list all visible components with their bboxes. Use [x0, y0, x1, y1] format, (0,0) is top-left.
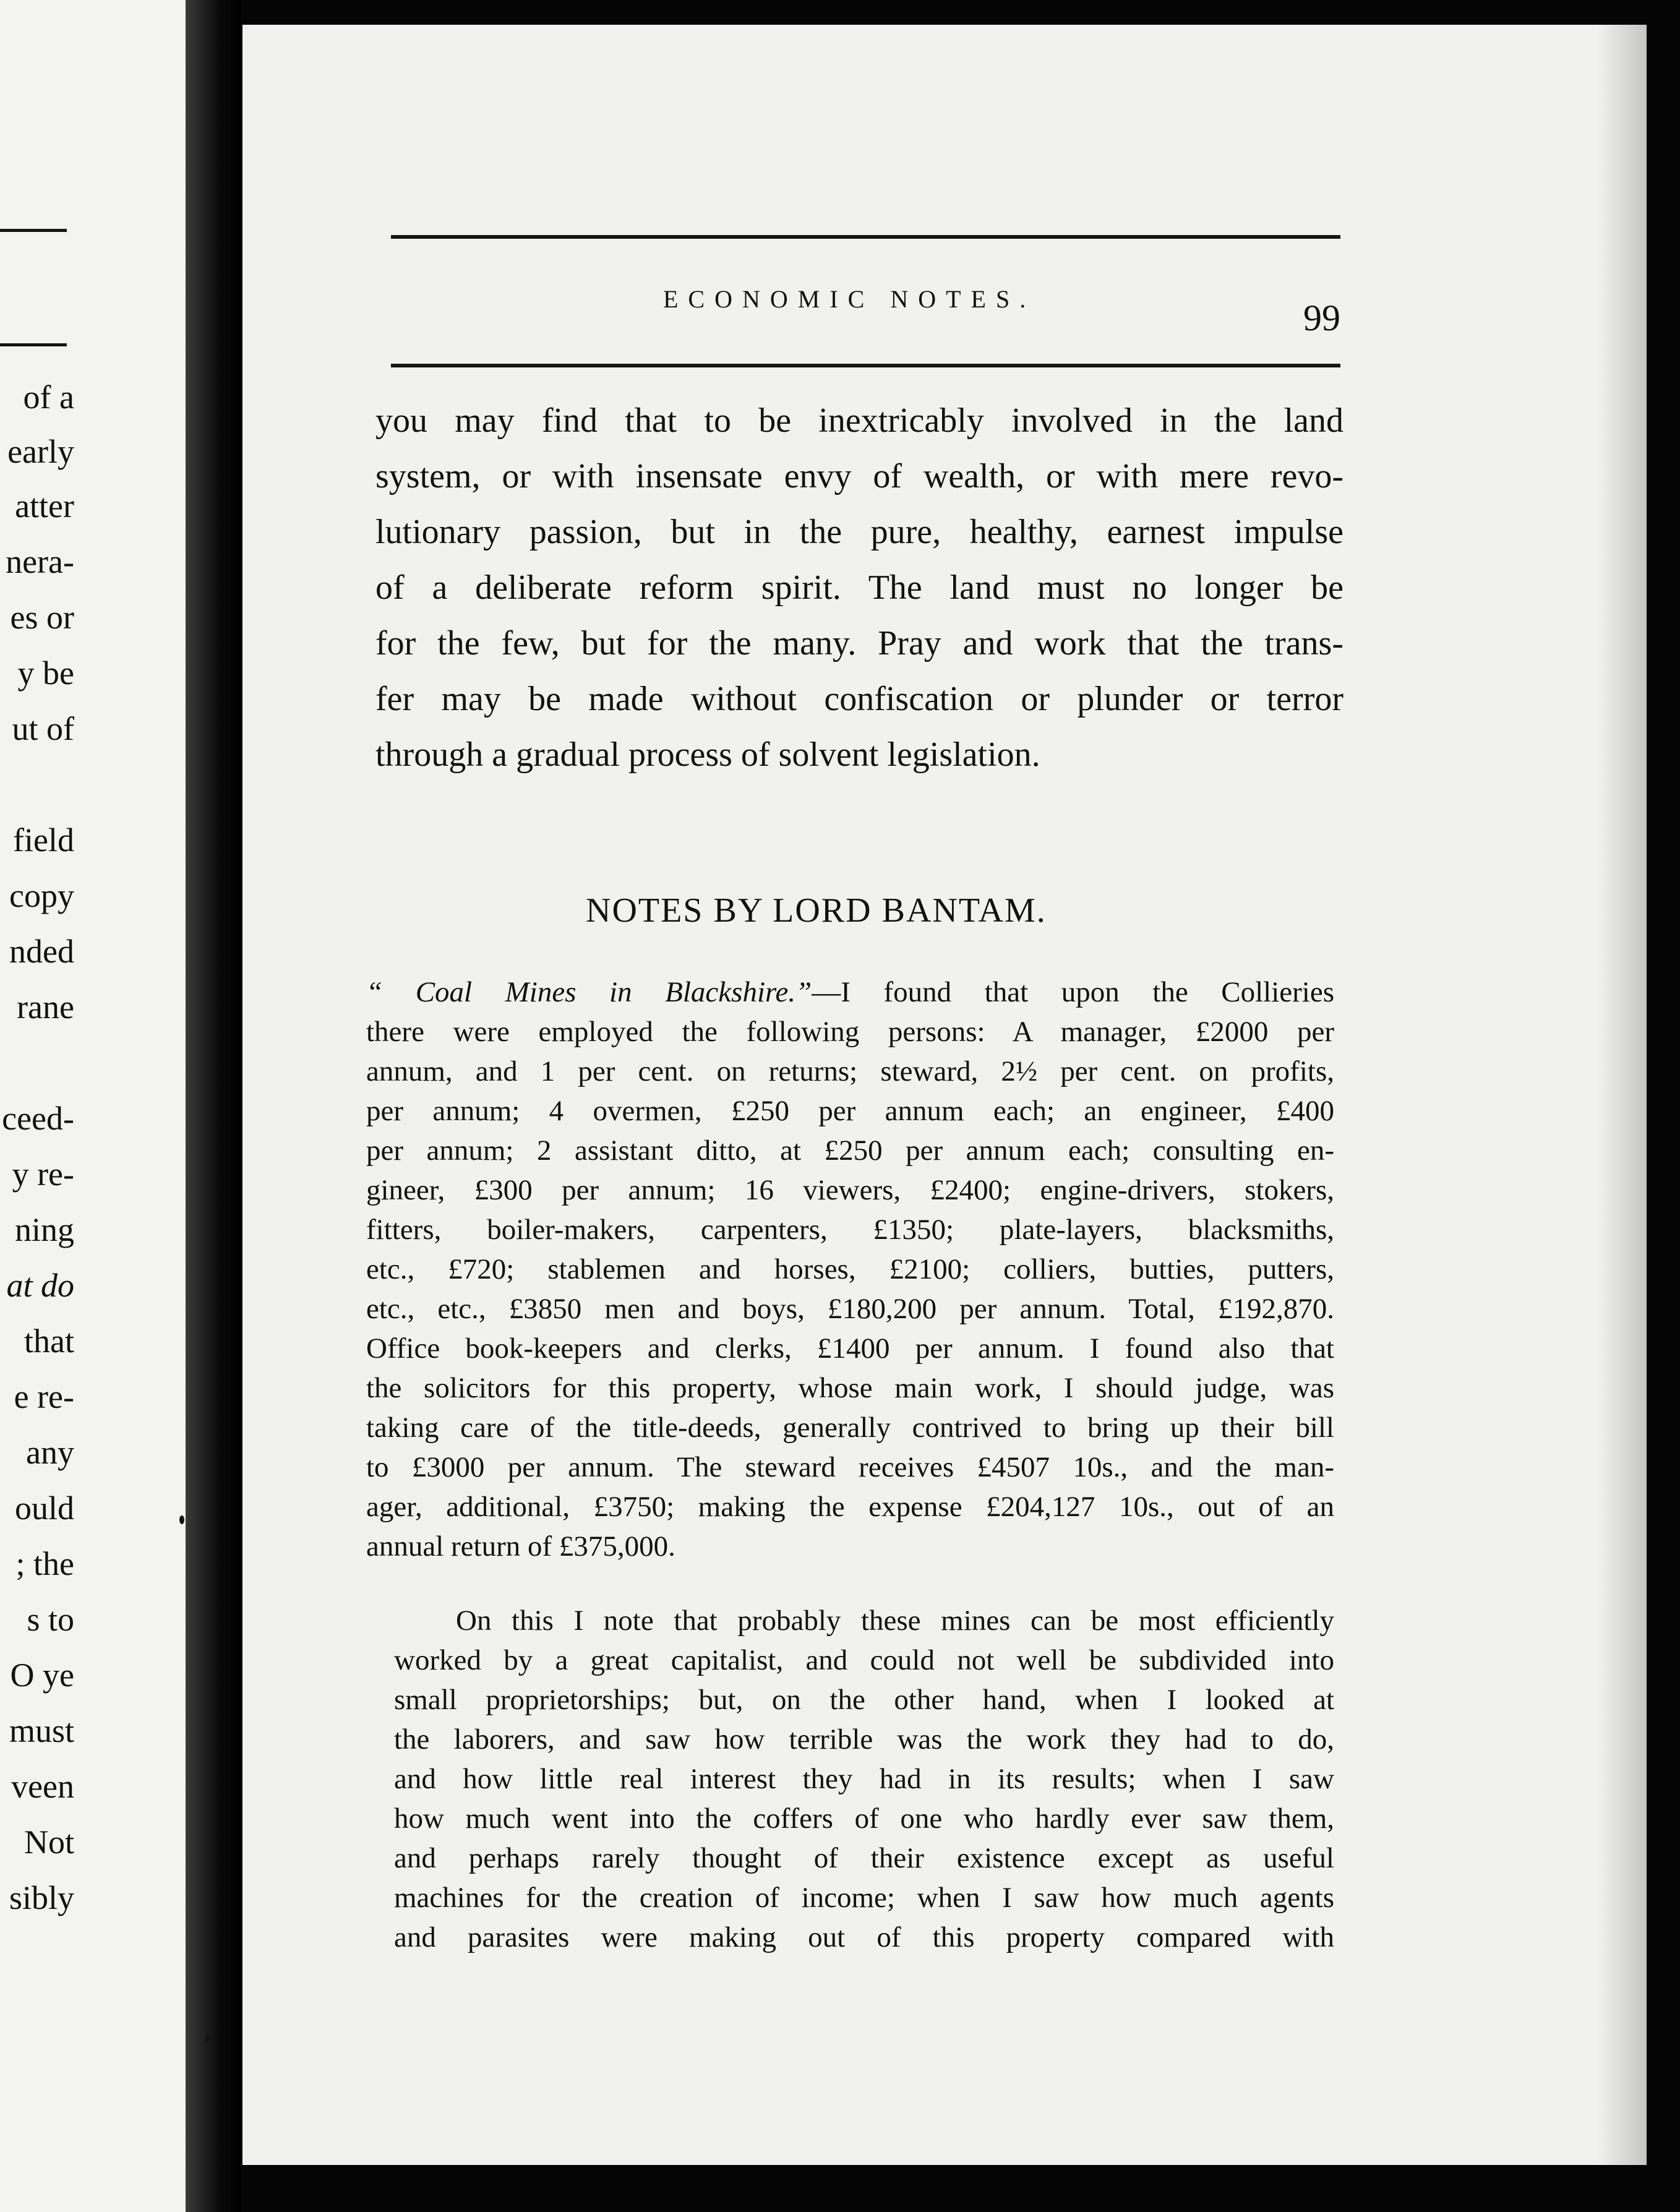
notes-paragraph-line: per annum; 2 assistant ditto, at £250 per annum each; consulting en-	[366, 1134, 1334, 1167]
closing-paragraph-line: and how little real interest they had in its results; when I saw	[394, 1763, 1334, 1795]
left-line-fragment: s to	[27, 1601, 74, 1638]
scan-speck	[205, 2035, 209, 2041]
left-line-fragment: y be	[17, 654, 74, 692]
notes-paragraph-line: to £3000 per annum. The steward receives £4507 10s., and the man-	[366, 1451, 1334, 1483]
left-line-fragment: early	[7, 433, 74, 470]
left-line-fragment: ut of	[12, 710, 74, 747]
left-line-fragment: Not	[24, 1824, 74, 1861]
left-line-fragment: at do	[6, 1267, 74, 1304]
closing-paragraph-line: the laborers, and saw how terrible was the work they had to do,	[394, 1723, 1334, 1755]
left-page-rule-top	[0, 229, 67, 232]
left-line-fragment: e re-	[14, 1378, 74, 1415]
opening-paragraph-line: for the few, but for the many. Pray and work that the trans-	[375, 624, 1344, 662]
running-head: ECONOMIC NOTES.	[663, 285, 1036, 313]
notes-paragraph-line: ager, additional, £3750; making the expense £204,127 10s., out of an	[366, 1491, 1334, 1523]
closing-paragraph-line: worked by a great capitalist, and could not well be subdivided into	[394, 1644, 1334, 1676]
notes-paragraph-text: —I found that upon the Collieries	[812, 976, 1334, 1008]
left-line-fragment: ; the	[15, 1545, 74, 1582]
opening-paragraph-line: lutionary passion, but in the pure, healthy, earnest impulse	[375, 513, 1344, 551]
left-line-fragment: O ye	[10, 1657, 74, 1694]
closing-paragraph-line: and perhaps rarely thought of their existence except as useful	[394, 1842, 1334, 1874]
notes-paragraph-line: Office book-keepers and clerks, £1400 per annum. I found also that	[366, 1332, 1334, 1365]
notes-paragraph-line: taking care of the title-deeds, generally contrived to bring up their bill	[366, 1412, 1334, 1444]
left-line-fragment: of a	[23, 379, 74, 416]
notes-paragraph-first-line	[366, 972, 1334, 1012]
left-line-fragment: rane	[17, 988, 74, 1026]
book-page	[242, 25, 1647, 2165]
opening-paragraph-line: you may find that to be inextricably involved in the land	[375, 401, 1344, 440]
left-line-fragment: any	[26, 1434, 74, 1471]
left-line-fragment: that	[24, 1322, 74, 1360]
left-line-fragment: y re-	[12, 1155, 74, 1193]
left-facing-page	[0, 0, 186, 2212]
notes-paragraph-line: fitters, boiler-makers, carpenters, £1350; plate-layers, blacksmiths,	[366, 1214, 1334, 1246]
notes-paragraph-line: the solicitors for this property, whose main work, I should judge, was	[366, 1372, 1334, 1404]
book-gutter	[186, 0, 241, 2212]
closing-paragraph-line: how much went into the coffers of one who hardly ever saw them,	[394, 1803, 1334, 1835]
left-line-fragment: ceed-	[2, 1100, 74, 1137]
left-line-fragment: nera-	[6, 543, 74, 580]
notes-paragraph-line: annual return of £375,000.	[366, 1530, 675, 1563]
notes-paragraph-line: etc., £720; stablemen and horses, £2100; colliers, butties, putters,	[366, 1253, 1334, 1285]
closing-paragraph-line: On this I note that probably these mines can be most efficiently	[456, 1605, 1334, 1637]
notes-paragraph-line: gineer, £300 per annum; 16 viewers, £2400; engine-drivers, stokers,	[366, 1174, 1334, 1206]
notes-paragraph-line: annum, and 1 per cent. on returns; steward, 2½ per cent. on profits,	[366, 1055, 1334, 1087]
left-page-rule-bottom	[0, 343, 67, 346]
opening-paragraph-line: fer may be made without confiscation or plunder or terror	[375, 680, 1344, 718]
section-heading: NOTES BY LORD BANTAM.	[586, 891, 1047, 930]
left-line-fragment: copy	[9, 877, 74, 914]
opening-paragraph-line: of a deliberate reform spirit. The land must no longer be	[375, 568, 1344, 607]
left-line-fragment: veen	[11, 1768, 74, 1805]
opening-paragraph-line: through a gradual process of solvent legislation.	[375, 735, 1040, 774]
header-rule-bottom	[391, 364, 1340, 367]
notes-paragraph-line: there were employed the following persons: A manager, £2000 per	[366, 1016, 1334, 1048]
left-line-fragment: es or	[10, 599, 74, 636]
left-line-fragment: ould	[14, 1490, 74, 1527]
left-line-fragment: ning	[14, 1211, 74, 1248]
page-number: 99	[1303, 298, 1340, 338]
closing-paragraph-line: machines for the creation of income; when I saw how much agents	[394, 1882, 1334, 1914]
quote-title: “ Coal Mines in Blackshire.”	[366, 976, 812, 1008]
scan-speck	[179, 1515, 184, 1524]
page-edge-shadow	[1597, 25, 1647, 2165]
notes-paragraph-line: per annum; 4 overmen, £250 per annum each; an engineer, £400	[366, 1095, 1334, 1127]
opening-paragraph-line: system, or with insensate envy of wealth, or with mere revo-	[375, 457, 1344, 495]
left-line-fragment: sibly	[9, 1879, 74, 1916]
left-line-fragment: must	[9, 1712, 74, 1749]
left-line-fragment: field	[13, 821, 74, 859]
closing-paragraph-line: small proprietorships; but, on the other hand, when I looked at	[394, 1684, 1334, 1716]
header-rule-top	[391, 235, 1340, 239]
left-line-fragment: nded	[9, 933, 74, 970]
closing-paragraph-line: and parasites were making out of this property compared with	[394, 1921, 1334, 1953]
notes-paragraph-line: etc., etc., £3850 men and boys, £180,200 per annum. Total, £192,870.	[366, 1293, 1334, 1325]
left-line-fragment: atter	[15, 487, 74, 525]
